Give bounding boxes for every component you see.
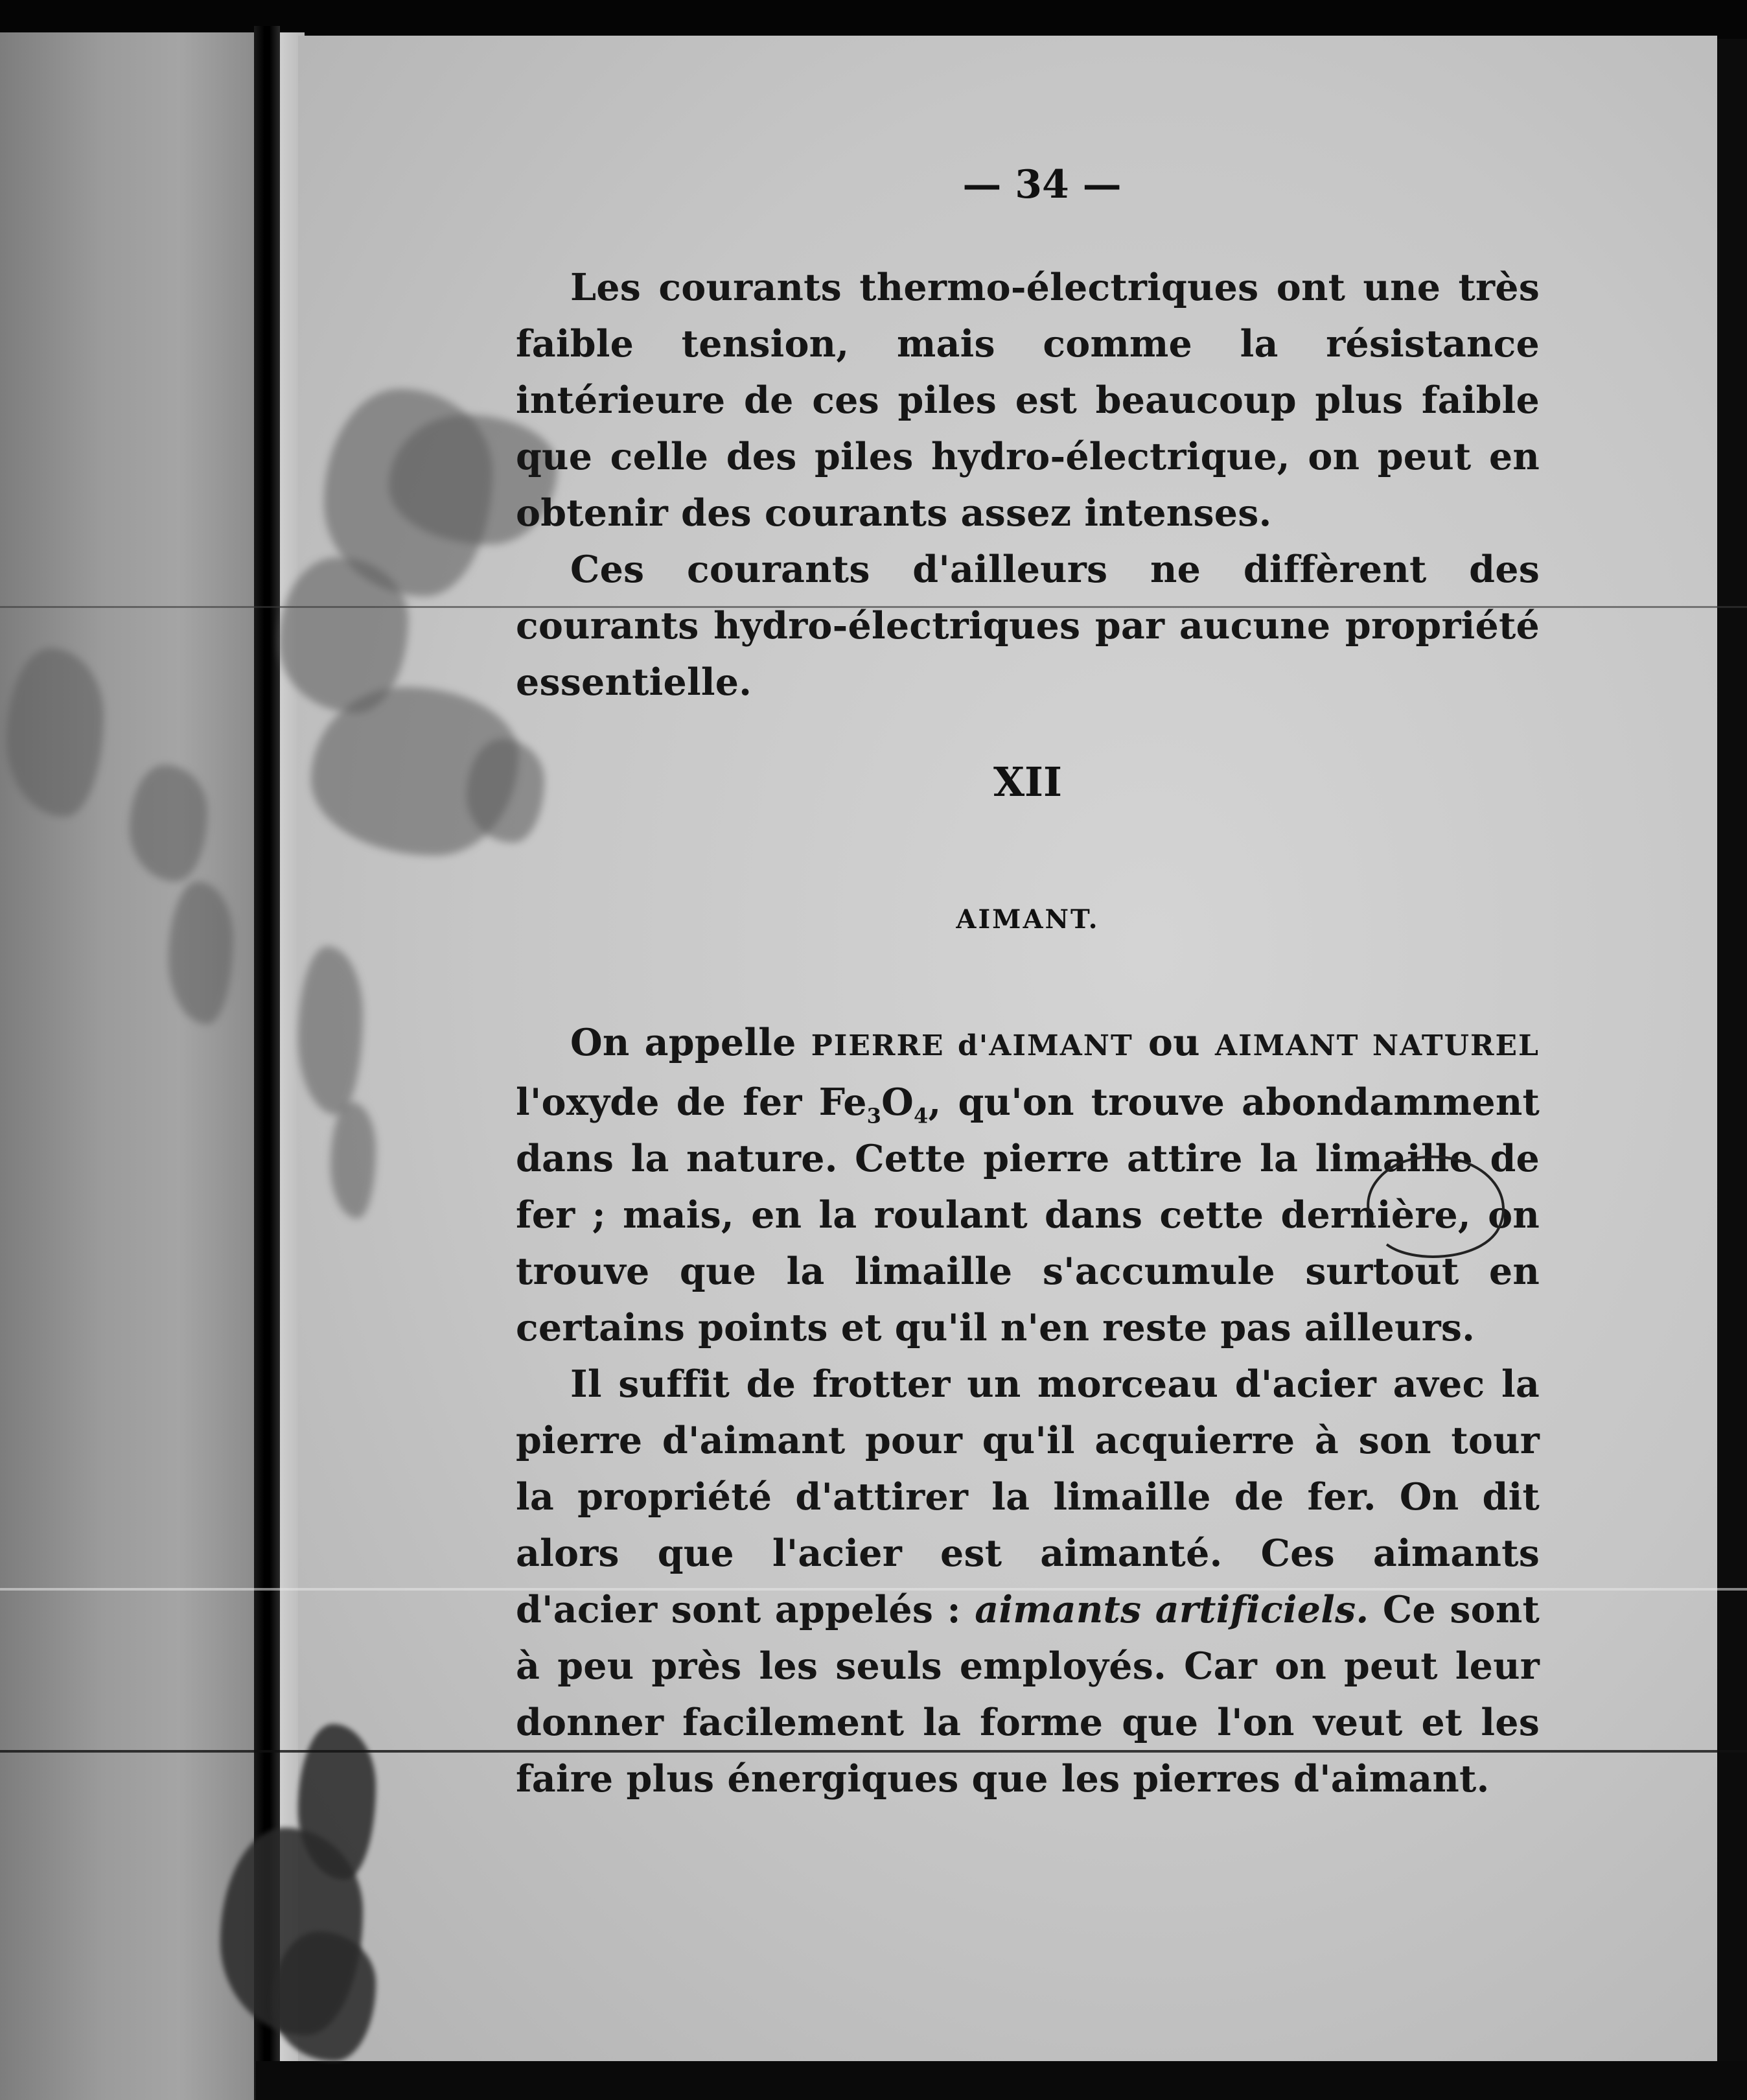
paragraph-thermo-currents: Les courants thermo-électriques ont une très faible tension, mais comme la résistance intérieure de ces piles est beaucoup plus faible que celle des piles hydro-électrique, on peut en obtenir des courants assez intenses. (516, 266, 1540, 535)
page-number: — 34 — (962, 162, 1122, 207)
term-aimant-naturel: AIMANT NATUREL (1214, 1029, 1540, 1062)
book-gutter (254, 26, 280, 2100)
intro-text (516, 259, 1540, 710)
formula-text: l'oxyde de fer Fe (516, 1080, 867, 1124)
section-number: XII (993, 758, 1063, 806)
paragraph-artificial-magnets (516, 1356, 1540, 1807)
stain-mark (6, 648, 104, 817)
stain-mark (330, 1102, 376, 1219)
steel-text: Il suffit de frotter un morceau d'acier avec la pierre d'aimant pour qu'il acquierre à son tour la propriété d'attirer la limaille de fer. On dit alors que l'acier est aimanté. Ces aimants d'acier sont appelés : (516, 1362, 1540, 1631)
connector-text: ou (1133, 1021, 1215, 1064)
stain-mark (130, 765, 207, 881)
stain-mark (168, 881, 233, 1024)
stain-mark (272, 1931, 376, 2061)
steel-text-end: Ce sont à peu près les seuls employés. Car on peut leur donner facilement la forme que l'on veut et les faire plus énergiques que les pierres d'aimant. (516, 1588, 1540, 1801)
formula-subscript: 3 (866, 1103, 882, 1128)
right-border (1717, 39, 1747, 2100)
formula-subscript: 4 (914, 1103, 929, 1128)
section-title: AIMANT. (956, 904, 1100, 935)
pencil-circle-mark (1348, 1128, 1529, 1270)
term-pierre-aimant: PIERRE d'AIMANT (811, 1029, 1133, 1062)
italic-term: aimants artificiels. (975, 1588, 1369, 1631)
previous-page-strip (0, 32, 256, 2100)
formula-text: O (881, 1080, 914, 1124)
paragraph-rest: , qu'on trouve abondamment dans la nature. Cette pierre attire la limaille de fer ; mais, en la roulant dans cette dernière, on trouve que la limaille s'accumule surtout en certains points et qu'il n'en reste pas ailleurs. (516, 1080, 1540, 1349)
lead-text: On appelle (570, 1021, 811, 1064)
paragraph-currents-properties: Ces courants d'ailleurs ne diffèrent des courants hydro-électriques par aucune propriété essentielle. (516, 548, 1540, 704)
bottom-border (256, 2061, 1747, 2100)
stain-mark (298, 946, 363, 1115)
